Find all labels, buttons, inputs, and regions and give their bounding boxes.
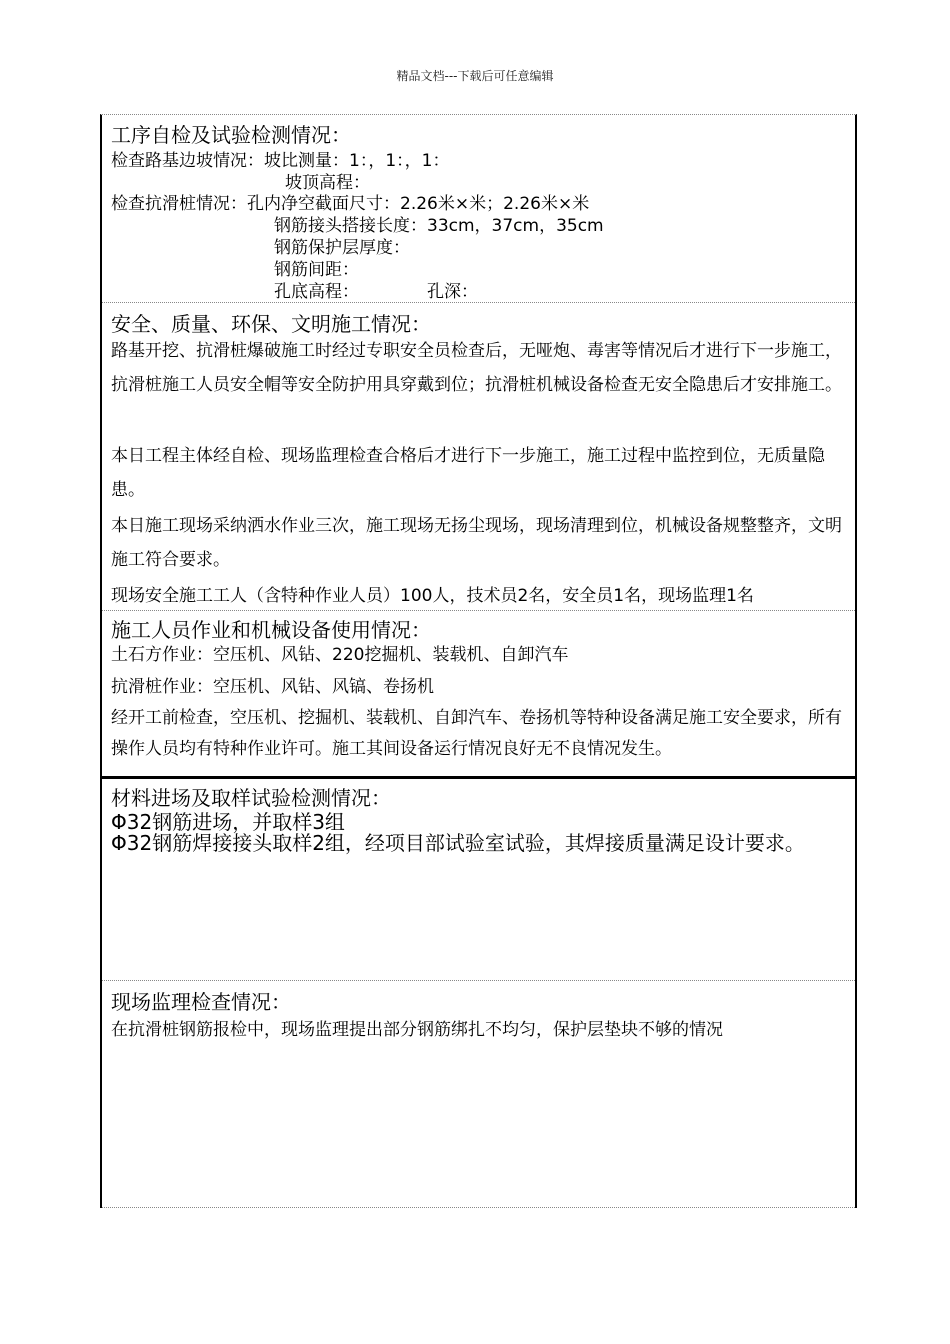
slope-check-line: 检查路基边坡情况：坡比测量：1：，1：，1：: [111, 151, 450, 171]
rebar-arrival-line: Φ32钢筋进场，并取样3组: [111, 810, 345, 834]
personnel-paragraph: 现场安全施工工人（含特种作业人员）100人，技术员2名，安全员1名，现场监理1名: [111, 586, 754, 606]
slope-top-elevation: 坡顶高程：: [285, 173, 370, 193]
hole-bottom-elevation: 孔底高程：: [274, 282, 359, 302]
page-header: 精品文档---下载后可任意编辑: [396, 69, 554, 83]
hole-depth: 孔深：: [427, 282, 478, 302]
log-form: [100, 114, 857, 1208]
pile-equipment: 抗滑桩作业：空压机、风钻、风镐、卷扬机: [111, 677, 434, 697]
quality-paragraph: 本日工程主体经自检、现场监理检查合格后才进行下一步施工，施工过程中监控到位，无质量隐患。: [111, 446, 825, 500]
earthwork-equipment: 土石方作业：空压机、风钻、220挖掘机、装载机、自卸汽车: [111, 645, 569, 665]
rebar-spacing: 钢筋间距：: [274, 260, 359, 280]
divider: [102, 980, 855, 981]
rebar-cover-thickness: 钢筋保护层厚度：: [274, 238, 410, 258]
divider: [102, 776, 855, 779]
environment-paragraph: 本日施工现场采纳洒水作业三次，施工现场无扬尘现场，现场清理到位，机械设备规整整齐，文明施工符合要求。: [111, 516, 842, 570]
section-title: 施工人员作业和机械设备使用情况：: [111, 618, 431, 642]
weld-sample-line: Φ32钢筋焊接接头取样2组，经项目部试验室试验，其焊接质量满足设计要求。: [111, 831, 805, 855]
supervision-note: 在抗滑桩钢筋报检中，现场监理提出部分钢筋绑扎不均匀，保护层垫块不够的情况: [111, 1020, 723, 1040]
section-title: 安全、质量、环保、文明施工情况：: [111, 312, 431, 336]
section-title: 工序自检及试验检测情况：: [111, 123, 351, 147]
section-title: 材料进场及取样试验检测情况：: [111, 786, 391, 810]
divider: [102, 610, 855, 611]
safety-paragraph: 路基开挖、抗滑桩爆破施工时经过专职安全员检查后，无哑炮、毒害等情况后才进行下一步施工，抗滑桩施工人员安全帽等安全防护用具穿戴到位；抗滑桩机械设备检查无安全隐患后才安排施工。: [111, 341, 842, 395]
divider: [102, 1207, 855, 1208]
equipment-paragraph: 经开工前检查，空压机、挖掘机、装载机、自卸汽车、卷扬机等特种设备满足施工安全要求，所有操作人员均有特种作业许可。施工其间设备运行情况良好无不良情况发生。: [111, 708, 842, 759]
divider: [102, 302, 855, 303]
section-title: 现场监理检查情况：: [111, 990, 291, 1014]
pile-check-line: 检查抗滑桩情况：孔内净空截面尺寸：2.26米×米；2.26米×米: [111, 194, 590, 214]
rebar-lap-length: 钢筋接头搭接长度：33cm，37cm，35cm: [274, 216, 604, 236]
